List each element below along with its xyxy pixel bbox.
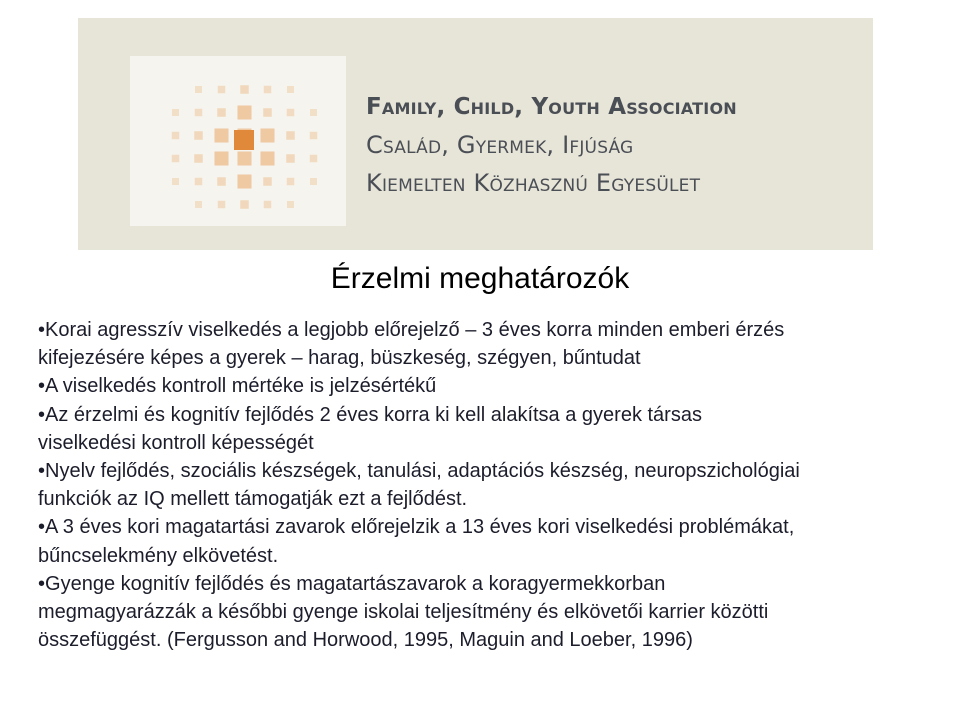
org-name-hu: Család, Gyermek, Ifjúság <box>366 131 634 159</box>
org-name-block <box>366 88 737 202</box>
org-name-en: Family, Child, Youth Association <box>366 94 737 120</box>
bullet-list <box>38 316 960 654</box>
bullet-item: • Korai agresszív viselkedés a legjobb előrejelző – 3 éves korra minden emberi érzés kifejezésére képes a gyerek – harag, büszkeség, szégyen, bűntudat <box>38 316 960 372</box>
logo-accent-square <box>234 130 254 150</box>
bullet-item: • Gyenge kognitív fejlődés és magatartászavarok a koragyermekkorban megmagyarázzák a későbbi gyenge iskolai teljesítmény és elkövetői karrier közötti összefüggést. (Fergusson and Horwood, 1995, Maguin and Loeber, 1996) <box>38 570 960 655</box>
bullet-item: • A viselkedés kontroll mértéke is jelzésértékű <box>38 372 960 400</box>
logo-panel <box>130 56 346 226</box>
bullet-item: • Nyelv fejlődés, szociális készségek, tanulási, adaptációs készség, neuropszichológiai funkciók az IQ mellett támogatják ezt a fejlődést. <box>38 457 960 513</box>
square-grid-logo-icon <box>130 56 346 226</box>
bullet-item: • Az érzelmi és kognitív fejlődés 2 éves korra ki kell alakítsa a gyerek társas viselkedési kontroll képességét <box>38 401 960 457</box>
bullet-item: • A 3 éves kori magatartási zavarok előrejelzik a 13 éves kori viselkedési problémákat, bűncselekmény elkövetést. <box>38 513 960 569</box>
slide-title: Érzelmi meghatározók <box>330 262 630 295</box>
org-status: Kiemelten Közhasznú Egyesület <box>366 169 701 197</box>
